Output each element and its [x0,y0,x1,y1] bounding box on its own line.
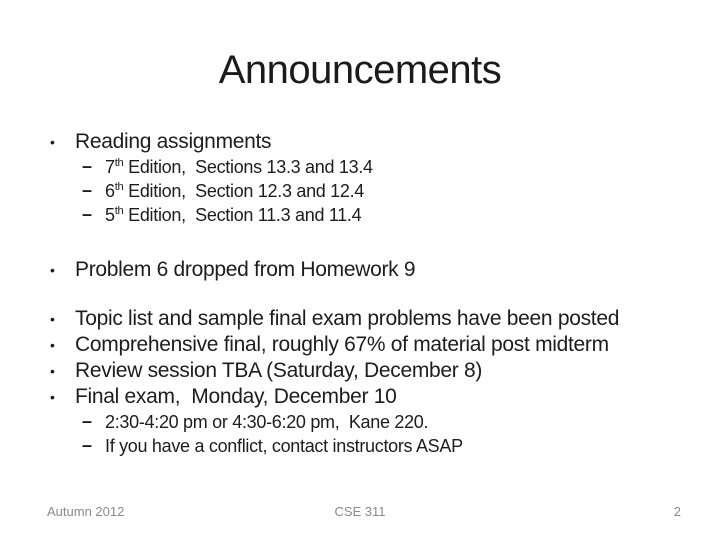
footer-date: Autumn 2012 [47,504,125,519]
edition-number: 5 [105,205,115,225]
bullet-text: Final exam, Monday, December 10 [75,385,397,408]
edition-number: 7 [105,157,115,177]
ordinal-suffix: th [114,181,124,193]
bullet-list [50,129,692,458]
bullet-text: Review session TBA (Saturday, December 8) [75,359,483,382]
footer-course: CSE 311 [334,504,386,519]
bullet-item-conflict [50,434,692,458]
bullet-icon: • [50,262,55,278]
edition-detail: Edition, Section 11.3 and 11.4 [123,205,362,225]
dash-icon: – [82,411,92,431]
dash-icon: – [82,156,92,176]
bullet-icon: • [50,337,55,353]
bullet-item-reading [50,129,692,155]
dash-icon: – [82,204,92,224]
bullet-text: Reading assignments [75,130,272,153]
bullet-text [105,179,364,203]
bullet-item-edition-6 [50,179,692,203]
bullet-text: Topic list and sample final exam problems have been posted [75,307,620,330]
dash-icon: – [82,435,92,455]
dash-icon: – [82,180,92,200]
bullet-text: 2:30-4:20 pm or 4:30-6:20 pm, Kane 220. [105,412,429,432]
bullet-text [105,155,373,179]
bullet-icon: • [50,389,55,405]
edition-number: 6 [105,181,115,201]
bullet-text: Problem 6 dropped from Homework 9 [75,258,416,281]
ordinal-suffix: th [114,157,124,169]
ordinal-suffix: th [114,205,124,217]
bullet-icon: • [50,363,55,379]
edition-detail: Edition, Section 12.3 and 12.4 [123,181,365,201]
bullet-item-review-session [50,358,692,384]
footer-page-number: 2 [673,504,681,519]
bullet-item-edition-7 [50,155,692,179]
bullet-item-exam-times [50,410,692,434]
bullet-text: Comprehensive final, roughly 67% of material post midterm [75,333,609,356]
bullet-icon: • [50,311,55,327]
edition-detail: Edition, Sections 13.3 and 13.4 [123,157,373,177]
slide-title: Announcements [218,48,502,92]
bullet-item-comprehensive-final [50,332,692,358]
bullet-icon: • [50,134,55,150]
bullet-item-problem-dropped [50,257,692,283]
bullet-item-edition-5 [50,203,692,227]
bullet-item-final-exam [50,384,692,410]
bullet-item-topic-list [50,306,692,332]
bullet-text: If you have a conflict, contact instructors ASAP [105,436,463,456]
bullet-text [105,203,361,227]
